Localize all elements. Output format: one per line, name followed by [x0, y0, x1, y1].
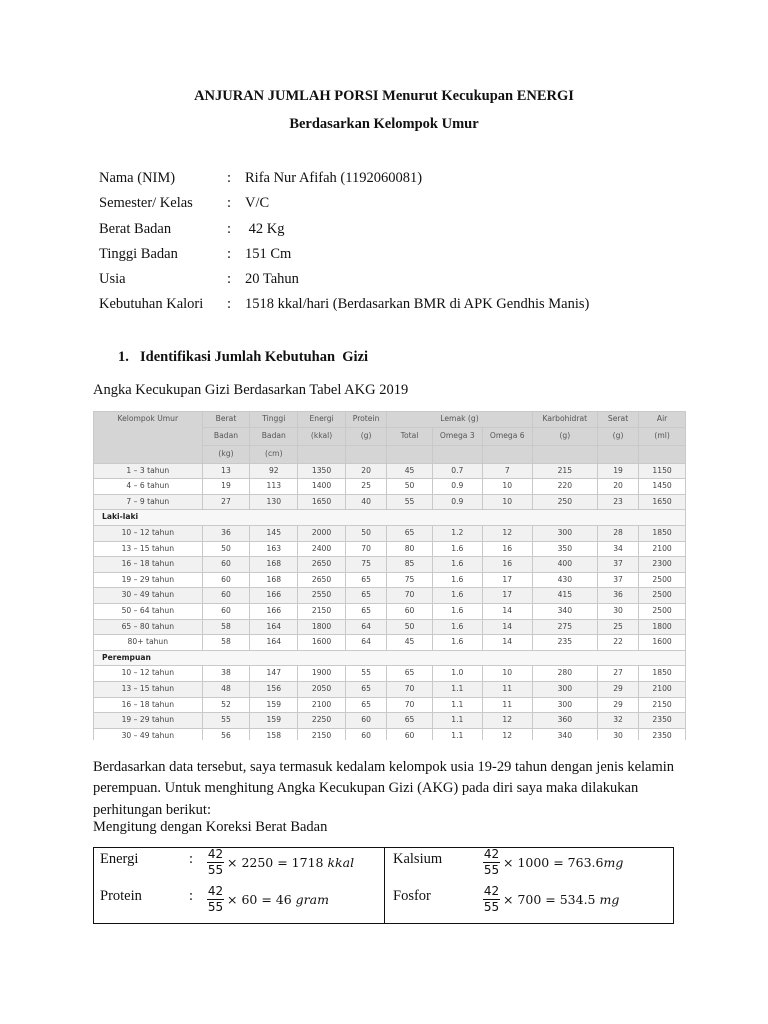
table-cell: 1350 [298, 463, 346, 479]
table-cell: 38 [202, 666, 250, 682]
table-cell: 2650 [298, 557, 346, 573]
table-cell: 11 [482, 681, 532, 697]
table-cell: 1.2 [432, 525, 482, 541]
table-cell: 1.0 [432, 666, 482, 682]
table-cell-age: 16 – 18 tahun [94, 557, 203, 573]
table-cell: 300 [532, 681, 597, 697]
table-cell: 34 [597, 541, 638, 557]
info-colon: : [227, 195, 232, 212]
table-cell: 2250 [298, 713, 346, 729]
table-cell-age: 13 – 15 tahun [94, 681, 203, 697]
info-value: 42 Kg [245, 220, 285, 237]
table-cell: 65 [345, 572, 386, 588]
table-cell-age: 65 – 80 tahun [94, 619, 203, 635]
table-cell: 55 [345, 666, 386, 682]
table-cell: 11 [482, 697, 532, 713]
header-karbohidrat-unit: (g) [532, 427, 597, 445]
table-cell: 215 [532, 463, 597, 479]
table-cell: 10 [482, 494, 532, 510]
table-cell: 235 [532, 635, 597, 651]
info-colon: : [227, 245, 232, 262]
table-row [94, 572, 686, 588]
formula-expression: × 2250 = 1718 [227, 855, 328, 870]
table-cell: 36 [202, 525, 250, 541]
table-cell: 145 [250, 525, 298, 541]
akg-table [93, 411, 686, 740]
table-cell: 1150 [639, 463, 686, 479]
column-divider [384, 848, 385, 923]
table-cell-age: 10 – 12 tahun [94, 666, 203, 682]
info-label: Nama (NIM) [99, 170, 176, 186]
formula-expression: × 700 = 534.5 [503, 892, 600, 907]
info-value: V/C [245, 195, 270, 212]
table-cell: 250 [532, 494, 597, 510]
header-protein: Protein [345, 412, 386, 428]
header-karbohidrat: Karbohidrat [532, 412, 597, 428]
table-cell: 16 [482, 557, 532, 573]
table-cell: 360 [532, 713, 597, 729]
table-cell: 2150 [298, 603, 346, 619]
akg-table-body [94, 463, 686, 740]
table-cell: 30 [597, 603, 638, 619]
table-cell: 166 [250, 588, 298, 604]
table-cell-age: 10 – 12 tahun [94, 525, 203, 541]
table-cell: 64 [345, 619, 386, 635]
table-cell: 1.6 [432, 557, 482, 573]
table-cell: 220 [532, 479, 597, 495]
table-cell: 29 [597, 697, 638, 713]
table-cell: 2150 [298, 728, 346, 740]
table-cell: 158 [250, 728, 298, 740]
info-colon: : [227, 296, 232, 313]
table-cell-age: 19 – 29 tahun [94, 572, 203, 588]
table-cell: 80 [387, 541, 433, 557]
table-cell: 27 [597, 666, 638, 682]
table-cell-age: 7 – 9 tahun [94, 494, 203, 510]
table-row [94, 635, 686, 651]
table-cell: 1.1 [432, 681, 482, 697]
table-cell: 65 [345, 588, 386, 604]
table-cell: 130 [250, 494, 298, 510]
table-cell: 2350 [639, 713, 686, 729]
table-cell: 16 [482, 541, 532, 557]
table-row [94, 603, 686, 619]
table-row [94, 463, 686, 479]
table-cell: 1450 [639, 479, 686, 495]
header-tinggi: Tinggi [250, 412, 298, 428]
table-cell: 70 [387, 697, 433, 713]
table-cell: 30 [597, 728, 638, 740]
table-cell: 20 [597, 479, 638, 495]
table-cell: 19 [202, 479, 250, 495]
section-title: Identifikasi Jumlah Kebutuhan Gizi [140, 349, 369, 365]
table-cell: 65 [345, 697, 386, 713]
table-cell: 2400 [298, 541, 346, 557]
table-cell: 25 [345, 479, 386, 495]
table-cell: 2150 [639, 697, 686, 713]
table-cell: 22 [597, 635, 638, 651]
table-cell: 300 [532, 525, 597, 541]
header-serat-unit: (g) [597, 427, 638, 445]
table-row [94, 541, 686, 557]
table-cell: 12 [482, 728, 532, 740]
table-cell: 58 [202, 619, 250, 635]
table-cell: 45 [387, 635, 433, 651]
table-cell: 75 [387, 572, 433, 588]
table-cell: 50 [202, 541, 250, 557]
header-lemak-omega6: Omega 6 [482, 427, 532, 445]
table-row [94, 728, 686, 740]
info-label: Berat Badan [99, 220, 172, 237]
header-lemak: Lemak (g) [387, 412, 533, 428]
table-cell: 13 [202, 463, 250, 479]
table-cell: 1900 [298, 666, 346, 682]
header-energi: Energi [298, 412, 346, 428]
table-cell: 25 [597, 619, 638, 635]
table-cell: 1850 [639, 666, 686, 682]
akg-caption: Angka Kecukupan Gizi Berdasarkan Tabel AKG 2019 [93, 382, 409, 398]
info-label: Usia [99, 271, 126, 288]
table-cell: 56 [202, 728, 250, 740]
table-cell-age: 30 – 49 tahun [94, 588, 203, 604]
calc-label-energi: Energi [100, 851, 139, 867]
table-row [94, 494, 686, 510]
table-group-label: Laki-laki [94, 510, 686, 526]
header-berat-unit: (kg) [202, 445, 250, 463]
table-cell: 50 [345, 525, 386, 541]
table-cell: 60 [387, 603, 433, 619]
table-cell: 300 [532, 697, 597, 713]
table-cell: 65 [387, 713, 433, 729]
table-cell: 2650 [298, 572, 346, 588]
table-cell: 55 [202, 713, 250, 729]
table-row [94, 666, 686, 682]
header-lemak-total: Total [387, 427, 433, 445]
table-cell: 1650 [298, 494, 346, 510]
table-cell: 64 [345, 635, 386, 651]
table-cell: 65 [387, 666, 433, 682]
document-subtitle: Berdasarkan Kelompok Umur [289, 116, 479, 132]
header-berat: Berat [202, 412, 250, 428]
table-cell: 1.6 [432, 541, 482, 557]
table-cell: 168 [250, 557, 298, 573]
formula-unit: gram [295, 892, 329, 907]
table-cell: 164 [250, 635, 298, 651]
table-cell: 159 [250, 713, 298, 729]
table-group-row [94, 510, 686, 526]
table-cell: 14 [482, 619, 532, 635]
table-row [94, 479, 686, 495]
table-cell: 50 [387, 479, 433, 495]
table-cell-age: 13 – 15 tahun [94, 541, 203, 557]
formula-expression: × 1000 = 763.6 [503, 855, 604, 870]
calculation-box [93, 847, 674, 924]
header-tinggi-unit: (cm) [250, 445, 298, 463]
calc-colon: : [189, 888, 194, 904]
formula-unit: mg [603, 855, 624, 870]
table-cell: 113 [250, 479, 298, 495]
calc-label-protein: Protein [100, 888, 142, 904]
table-cell: 1.1 [432, 713, 482, 729]
info-value: 151 Cm [245, 245, 292, 262]
table-cell: 7 [482, 463, 532, 479]
table-cell-age: 30 – 49 tahun [94, 728, 203, 740]
formula-protein [207, 885, 329, 914]
table-cell: 60 [202, 572, 250, 588]
table-cell: 163 [250, 541, 298, 557]
table-cell: 0.9 [432, 479, 482, 495]
formula-unit: kkal [327, 855, 355, 870]
table-cell: 0.9 [432, 494, 482, 510]
table-cell: 2000 [298, 525, 346, 541]
table-row [94, 588, 686, 604]
table-cell: 340 [532, 728, 597, 740]
table-cell: 280 [532, 666, 597, 682]
table-cell-age: 19 – 29 tahun [94, 713, 203, 729]
table-cell: 29 [597, 681, 638, 697]
table-cell: 17 [482, 572, 532, 588]
section-heading [118, 349, 368, 366]
table-group-label: Perempuan [94, 650, 686, 666]
table-row [94, 619, 686, 635]
formula-kalsium [483, 848, 623, 877]
fraction-denominator: 55 [483, 900, 500, 914]
info-label: Tinggi Badan [99, 245, 178, 262]
table-cell-age: 4 – 6 tahun [94, 479, 203, 495]
table-cell: 12 [482, 713, 532, 729]
table-row [94, 713, 686, 729]
table-cell: 2100 [639, 681, 686, 697]
info-value: Rifa Nur Afifah (1192060081) [245, 170, 423, 186]
table-cell: 65 [345, 681, 386, 697]
fraction-denominator: 55 [207, 900, 224, 914]
table-cell: 340 [532, 603, 597, 619]
header-air-unit: (ml) [639, 427, 686, 445]
table-cell: 1850 [639, 525, 686, 541]
table-cell: 17 [482, 588, 532, 604]
section-number: 1. [118, 349, 129, 365]
table-cell: 430 [532, 572, 597, 588]
fraction-numerator: 42 [483, 884, 500, 898]
header-tinggi: Badan [250, 427, 298, 445]
table-row [94, 697, 686, 713]
table-cell: 2350 [639, 728, 686, 740]
table-cell: 2500 [639, 603, 686, 619]
header-protein-unit: (g) [345, 427, 386, 445]
table-cell: 1.6 [432, 588, 482, 604]
table-cell: 2100 [298, 697, 346, 713]
table-cell: 1800 [639, 619, 686, 635]
header-kelompok: Kelompok Umur [94, 412, 203, 464]
table-cell: 60 [202, 557, 250, 573]
header-serat: Serat [597, 412, 638, 428]
formula-unit: mg [599, 892, 620, 907]
table-cell: 2550 [298, 588, 346, 604]
table-row [94, 525, 686, 541]
header-lemak-omega3: Omega 3 [432, 427, 482, 445]
table-cell: 2500 [639, 572, 686, 588]
table-cell: 55 [387, 494, 433, 510]
fraction-numerator: 42 [483, 847, 500, 861]
table-cell: 60 [345, 728, 386, 740]
table-cell: 10 [482, 666, 532, 682]
table-cell: 52 [202, 697, 250, 713]
table-cell: 415 [532, 588, 597, 604]
table-cell: 166 [250, 603, 298, 619]
table-cell: 85 [387, 557, 433, 573]
table-cell: 159 [250, 697, 298, 713]
table-cell: 70 [345, 541, 386, 557]
explanation-paragraph: Berdasarkan data tersebut, saya termasuk kedalam kelompok usia 19-29 tahun dengan jenis kelamin perempuan. Untuk menghitung Angka Kecukupan Gizi (AKG) pada diri saya maka dilakukan perhitungan berikut: [93, 759, 675, 818]
table-cell: 14 [482, 635, 532, 651]
table-cell: 156 [250, 681, 298, 697]
table-cell: 164 [250, 619, 298, 635]
table-cell: 10 [482, 479, 532, 495]
table-cell: 65 [345, 603, 386, 619]
fraction-denominator: 55 [207, 863, 224, 877]
table-cell: 58 [202, 635, 250, 651]
table-cell: 1.6 [432, 572, 482, 588]
table-cell: 2050 [298, 681, 346, 697]
table-cell: 28 [597, 525, 638, 541]
table-cell: 70 [387, 681, 433, 697]
table-cell: 1600 [298, 635, 346, 651]
table-cell: 1.6 [432, 635, 482, 651]
info-value: 20 Tahun [245, 271, 299, 288]
table-cell: 1400 [298, 479, 346, 495]
header-air: Air [639, 412, 686, 428]
table-cell: 1.6 [432, 619, 482, 635]
header-berat: Badan [202, 427, 250, 445]
table-cell: 1800 [298, 619, 346, 635]
formula-expression: × 60 = 46 [227, 892, 296, 907]
table-cell: 36 [597, 588, 638, 604]
info-colon: : [227, 170, 232, 186]
table-cell: 65 [387, 525, 433, 541]
method-text: Mengitung dengan Koreksi Berat Badan [93, 819, 328, 835]
table-cell: 60 [202, 603, 250, 619]
info-colon: : [227, 271, 232, 288]
table-cell: 75 [345, 557, 386, 573]
info-colon: : [227, 220, 232, 237]
table-cell: 37 [597, 572, 638, 588]
table-cell: 1.6 [432, 603, 482, 619]
table-cell: 60 [202, 588, 250, 604]
table-group-row [94, 650, 686, 666]
table-cell: 60 [387, 728, 433, 740]
table-cell: 1600 [639, 635, 686, 651]
calc-label-kalsium: Kalsium [393, 851, 443, 867]
table-cell: 37 [597, 557, 638, 573]
table-cell: 400 [532, 557, 597, 573]
table-cell-age: 16 – 18 tahun [94, 697, 203, 713]
table-cell: 27 [202, 494, 250, 510]
table-cell: 23 [597, 494, 638, 510]
table-cell: 92 [250, 463, 298, 479]
table-cell: 147 [250, 666, 298, 682]
table-cell: 14 [482, 603, 532, 619]
table-cell: 2300 [639, 557, 686, 573]
table-cell: 32 [597, 713, 638, 729]
table-cell: 60 [345, 713, 386, 729]
calc-label-fosfor: Fosfor [393, 888, 431, 904]
document-title: ANJURAN JUMLAH PORSI Menurut Kecukupan ENERGI [194, 88, 574, 104]
table-row [94, 681, 686, 697]
table-cell: 350 [532, 541, 597, 557]
table-cell-age: 80+ tahun [94, 635, 203, 651]
calc-colon: : [189, 851, 194, 867]
table-cell: 1650 [639, 494, 686, 510]
fraction-numerator: 42 [207, 847, 224, 861]
table-cell: 45 [387, 463, 433, 479]
table-cell: 48 [202, 681, 250, 697]
info-label: Kebutuhan Kalori [99, 296, 204, 313]
header-energi-unit: (kkal) [298, 427, 346, 445]
table-cell: 50 [387, 619, 433, 635]
table-cell: 0.7 [432, 463, 482, 479]
table-cell: 20 [345, 463, 386, 479]
fraction-denominator: 55 [483, 863, 500, 877]
table-cell: 19 [597, 463, 638, 479]
fraction-numerator: 42 [207, 884, 224, 898]
table-cell: 1.1 [432, 728, 482, 740]
table-cell: 275 [532, 619, 597, 635]
akg-table-image [93, 411, 686, 740]
table-cell: 2100 [639, 541, 686, 557]
table-row [94, 557, 686, 573]
formula-fosfor [483, 885, 619, 914]
formula-energi [207, 848, 354, 877]
table-cell: 168 [250, 572, 298, 588]
info-value: 1518 kkal/hari (Berdasarkan BMR di APK Gendhis Manis) [245, 296, 590, 313]
table-cell: 1.1 [432, 697, 482, 713]
table-cell-age: 50 – 64 tahun [94, 603, 203, 619]
table-cell: 12 [482, 525, 532, 541]
info-label: Semester/ Kelas [99, 195, 193, 212]
table-cell: 70 [387, 588, 433, 604]
table-cell: 40 [345, 494, 386, 510]
table-cell-age: 1 – 3 tahun [94, 463, 203, 479]
table-cell: 2500 [639, 588, 686, 604]
